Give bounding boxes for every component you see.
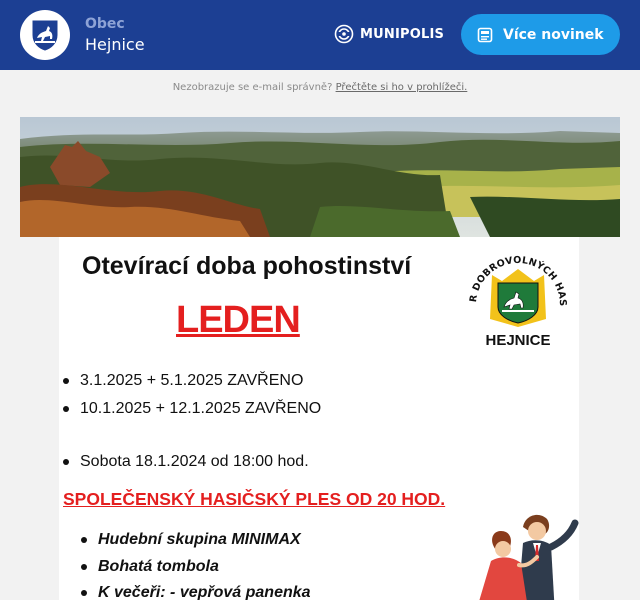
closed-date-text: 10.1.2025 + 12.1.2025 ZAVŘENO: [80, 400, 322, 417]
poster-month: LEDEN: [176, 299, 300, 341]
program-text: Hudební skupina MINIMAX: [98, 531, 301, 548]
closed-date-item: [63, 372, 303, 390]
bullet-icon: [81, 590, 87, 596]
view-in-browser-notice: [0, 82, 640, 93]
more-news-button[interactable]: [461, 14, 620, 55]
municipality-label: Obec: [85, 16, 125, 32]
newsletter-header: [0, 0, 640, 70]
newspaper-icon: [477, 27, 493, 43]
bullet-icon: [63, 378, 69, 384]
program-item: [81, 584, 311, 600]
bullet-icon: [81, 537, 87, 543]
event-title: SPOLEČENSKÝ HASIČSKÝ PLES OD 20 HOD.: [63, 489, 446, 509]
view-in-browser-link[interactable]: Přečtěte si ho v prohlížeči.: [335, 82, 468, 93]
program-text: Bohatá tombola: [98, 558, 219, 575]
program-text: K večeři: - vepřová panenka: [98, 584, 311, 600]
program-item: [81, 531, 301, 549]
munipolis-brand[interactable]: [334, 24, 444, 44]
fire-brigade-emblem: [462, 251, 574, 351]
municipality-crest-icon[interactable]: [20, 10, 70, 60]
bullet-icon: [63, 406, 69, 412]
landscape-banner-image: [20, 117, 620, 237]
program-item: [81, 558, 219, 576]
emblem-name: HEJNICE: [485, 332, 551, 349]
dancing-couple-illustration: [451, 505, 579, 600]
broadcast-icon: [334, 24, 354, 44]
closed-date-item: [63, 400, 321, 418]
municipality-name[interactable]: Hejnice: [85, 35, 145, 54]
notice-text: Nezobrazuje se e-mail správně?: [172, 82, 336, 93]
more-news-label: Více novinek: [503, 26, 604, 43]
event-date-text: Sobota 18.1.2024 od 18:00 hod.: [80, 453, 309, 470]
event-date: [63, 453, 309, 471]
poster-title: Otevírací doba pohostinství: [82, 252, 412, 280]
munipolis-label: MUNIPOLIS: [360, 26, 445, 42]
poster-content: [59, 237, 579, 600]
bullet-icon: [81, 564, 87, 570]
emblem-ring-text: R DOBROVOLNÝCH HAS: [467, 254, 569, 307]
closed-date-text: 3.1.2025 + 5.1.2025 ZAVŘENO: [80, 372, 304, 389]
bullet-icon: [63, 459, 69, 465]
